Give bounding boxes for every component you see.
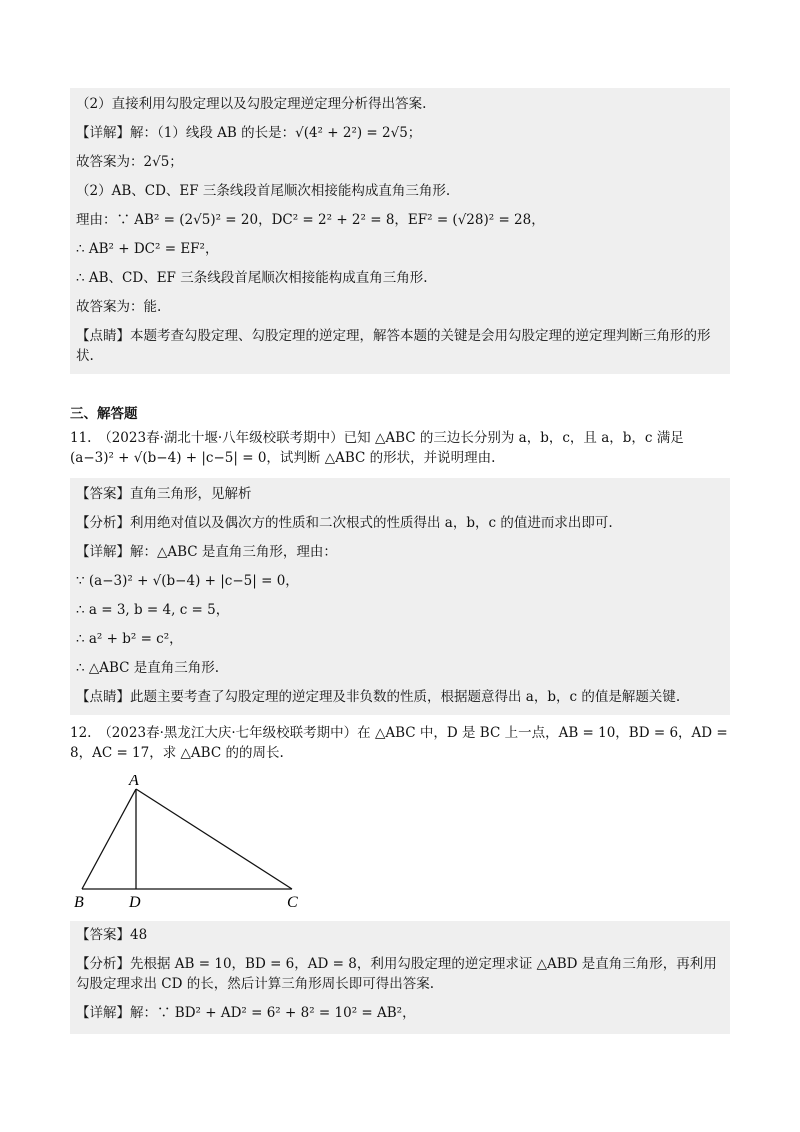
therefore-line-1: ∴ AB² + DC² = EF²， bbox=[76, 241, 219, 257]
q12-analysis: 【分析】先根据 AB = 10，BD = 6，AD = 8，利用勾股定理的逆定理求证 △ABD 是直角三角形，再利用勾股定理求出 CD 的长，然后计算三角形周长即可得出答案. bbox=[76, 956, 717, 992]
solution-block-q10 bbox=[70, 88, 730, 374]
label-c: C bbox=[287, 894, 298, 911]
q11-detail-4: ∴ a² + b² = c²， bbox=[76, 631, 183, 647]
label-d: D bbox=[129, 894, 141, 911]
label-b: B bbox=[74, 894, 84, 911]
q11-answer: 【答案】直角三角形，见解析 bbox=[76, 486, 252, 502]
question-12-text: 12. （2023春·黑龙江大庆·七年级校联考期中）在 △ABC 中，D 是 BC 上一点，AB = 10，BD = 6，AD = 8，AC = 17，求 △ABC 的的周长. bbox=[70, 725, 728, 761]
q11-comment: 【点睛】此题主要考查了勾股定理的逆定理及非负数的性质，根据题意得出 a，b，c 的值是解题关键. bbox=[76, 689, 681, 705]
question-11-text: 11. （2023春·湖北十堰·八年级校联考期中）已知 △ABC 的三边长分别为 a，b，c，且 a，b，c 满足 (a−3)² + √(b−4) + |c−5| = 0，试判断 △ABC 的形状，并说明理由. bbox=[70, 430, 684, 466]
q12-answer: 【答案】48 bbox=[76, 927, 148, 943]
therefore-line-2: ∴ AB、CD、EF 三条线段首尾顺次相接能构成直角三角形. bbox=[76, 270, 428, 286]
q11-detail-5: ∴ △ABC 是直角三角形. bbox=[76, 660, 220, 676]
q11-detail-3: ∴ a = 3, b = 4, c = 5， bbox=[76, 602, 230, 618]
triangle-figure bbox=[70, 775, 330, 915]
segment-ac bbox=[136, 789, 292, 889]
segment-ab bbox=[82, 789, 136, 889]
q12-detail: 【详解】解：∵ BD² + AD² = 6² + 8² = 10² = AB²， bbox=[76, 1005, 416, 1021]
solution-block-q11 bbox=[70, 478, 730, 715]
q11-analysis: 【分析】利用绝对值以及偶次方的性质和二次根式的性质得出 a，b，c 的值进而求出即可. bbox=[76, 515, 613, 531]
detail-line-2: （2）AB、CD、EF 三条线段首尾顺次相接能构成直角三角形. bbox=[76, 183, 451, 199]
answer-line-2: 故答案为：能. bbox=[76, 299, 162, 315]
label-a: A bbox=[129, 775, 139, 789]
detail-line-1: 【详解】解：（1）线段 AB 的长是：√(4² + 2²) = 2√5； bbox=[76, 125, 422, 141]
answer-line-1: 故答案为：2√5； bbox=[76, 154, 183, 170]
triangle-svg bbox=[70, 775, 330, 915]
q11-detail-1: 【详解】解：△ABC 是直角三角形，理由： bbox=[76, 544, 337, 560]
comment-line: 【点睛】本题考查勾股定理、勾股定理的逆定理，解答本题的关键是会用勾股定理的逆定理判断三角形的形状. bbox=[76, 328, 711, 364]
reason-line: 理由：∵ AB² = (2√5)² = 20，DC² = 2² + 2² = 8，EF² = (√28)² = 28， bbox=[76, 212, 545, 228]
page-content bbox=[70, 88, 730, 1034]
analysis-line-2: （2）直接利用勾股定理以及勾股定理逆定理分析得出答案. bbox=[76, 96, 427, 112]
section-title: 三、解答题 bbox=[70, 406, 138, 422]
solution-block-q12 bbox=[70, 921, 730, 1034]
q11-detail-2: ∵ (a−3)² + √(b−4) + |c−5| = 0， bbox=[76, 573, 299, 589]
